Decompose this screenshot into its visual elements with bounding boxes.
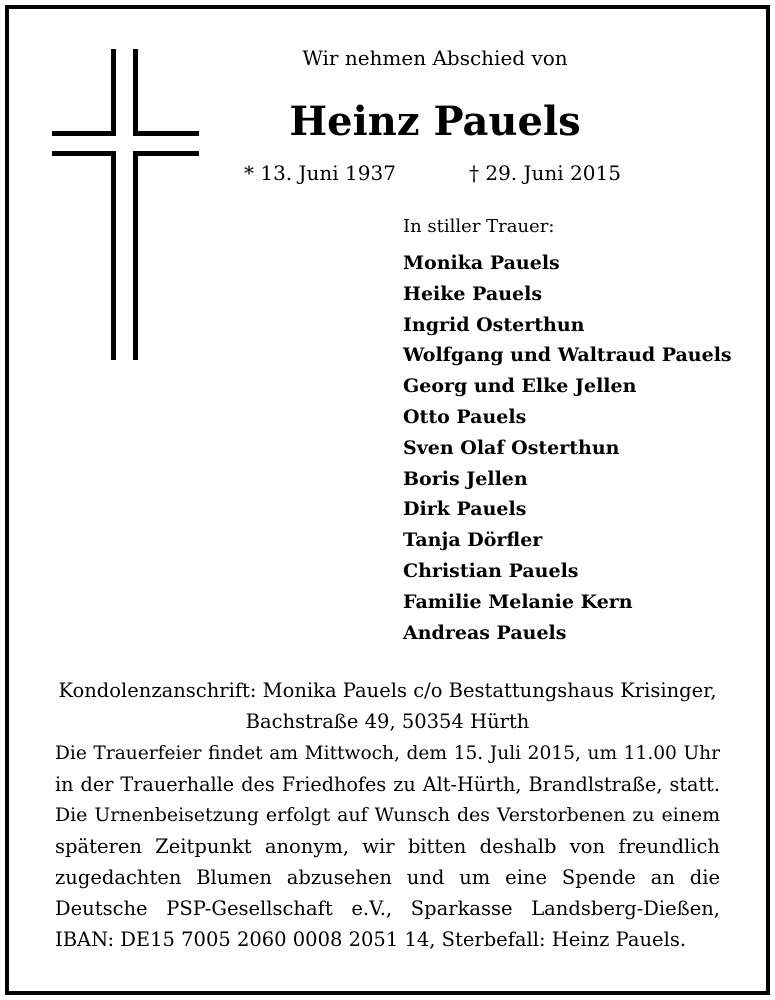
mourner-name: Christian Pauels — [403, 559, 579, 582]
mourner-name: Sven Olaf Osterthun — [403, 436, 620, 459]
ceremony-notice — [55, 738, 720, 955]
birth-date: * 13. Juni 1937 — [244, 161, 396, 185]
mourners-block — [403, 216, 732, 648]
mourners-list — [403, 248, 732, 648]
ceremony-line: Die Urnenbeisetzung erfolgt auf Wunsch des Verstorbenen zu einem — [55, 804, 720, 826]
condolence-line: Kondolenzanschrift: Monika Pauels c/o Bestattungshaus Krisinger, — [58, 679, 717, 702]
mourner-name: Dirk Pauels — [403, 498, 527, 521]
ceremony-line: IBAN: DE15 7005 2060 0008 2051 14, Sterbefall: Heinz Pauels. — [55, 928, 687, 951]
mourner-name: Boris Jellen — [403, 467, 528, 490]
intro-text: Wir nehmen Abschied von — [302, 46, 568, 70]
condolence-line: Bachstraße 49, 50354 Hürth — [245, 710, 530, 733]
mourner-name: Familie Melanie Kern — [403, 590, 633, 613]
mourner-name: Heike Pauels — [403, 282, 543, 305]
mourner-name: Otto Pauels — [403, 405, 527, 428]
ceremony-line: zugedachten Blumen abzusehen und um eine Spende an die — [55, 866, 720, 889]
mourner-name: Monika Pauels — [403, 252, 560, 274]
mourner-name: Andreas Pauels — [403, 621, 567, 644]
ceremony-line: Die Trauerfeier findet am Mittwoch, dem 15. Juli 2015, um 11.00 Uhr — [55, 743, 720, 764]
ceremony-line: in der Trauerhalle des Friedhofes zu Alt-Hürth, Brandlstraße, statt. — [55, 773, 720, 796]
mourners-label: In stiller Trauer: — [403, 216, 555, 237]
mourner-name: Ingrid Osterthun — [403, 313, 585, 336]
ceremony-line: späteren Zeitpunkt anonym, wir bitten deshalb von freundlich — [55, 835, 720, 858]
condolence-address — [30, 675, 745, 737]
mourner-name: Wolfgang und Waltraud Pauels — [403, 344, 732, 367]
mourner-name: Georg und Elke Jellen — [403, 375, 637, 398]
ceremony-line: Deutsche PSP-Gesellschaft e.V., Sparkasse Landsberg-Dießen, — [55, 897, 720, 920]
death-date: † 29. Juni 2015 — [469, 161, 621, 185]
deceased-name: Heinz Pauels — [289, 98, 581, 145]
mourner-name: Tanja Dörfler — [403, 529, 543, 552]
